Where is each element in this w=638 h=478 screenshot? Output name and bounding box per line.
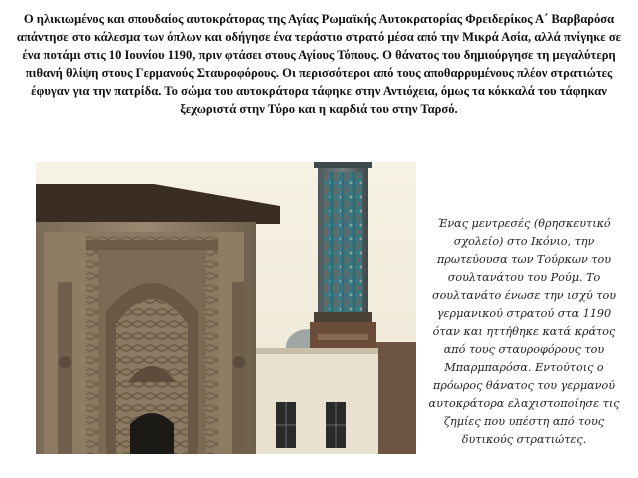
madrasa-illustration xyxy=(36,162,416,454)
photo-caption: Ένας μεντρεσές (θρησκευτικό σχολείο) στο Ικόνιο, την πρωτεύουσα των Τούρκων του σουλτανάτου του Ρούμ. Το σουλτανάτο ένωσε την ισχύ του γερμανικού στρατού στα 1190 όταν και ηττήθηκε κατά κράτος από τους σταυροφόρους του Μπαρμπαρόσα. Εντούτοις ο πρόωρος θάνατος του γερμανού αυτοκράτορα ελαχιστοποίησε τις ζημίες που υπέστη από τους δυτικούς στρατιώτες. xyxy=(428,217,620,446)
madrasa-photo xyxy=(36,162,416,454)
heading-paragraph: Ο ηλικιωμένος και σπουδαίος αυτοκράτορας της Αγίας Ρωμαϊκής Αυτοκρατορίας Φρειδερίκος Α΄ Βαρβαρόσα απάντησε στο κάλεσμα των όπλων και οδήγησε ένα τεράστιο στρατό μέσα από την Μικρά Ασία, αλλά πνίγηκε σε ένα ποτάμι στις 10 Ιουνίου 1190, πριν φτάσει στους Αγίους Τόπους. Ο θάνατος του δημιούργησε τη μεγαλύτερη πιθανή θλίψη στους Γερμανούς Σταυροφόρους. Οι περισσότεροι από τους αποθαρρυμένους πλέον στρατιώτες έφυγαν για την πατρίδα. Το σώμα του αυτοκράτορα τάφηκε στην Αντιόχεια, όμως τα κόκκαλά του τάφηκαν ξεχωριστά στην Τύρο και η καρδιά του στην Ταρσό. xyxy=(16,12,622,116)
